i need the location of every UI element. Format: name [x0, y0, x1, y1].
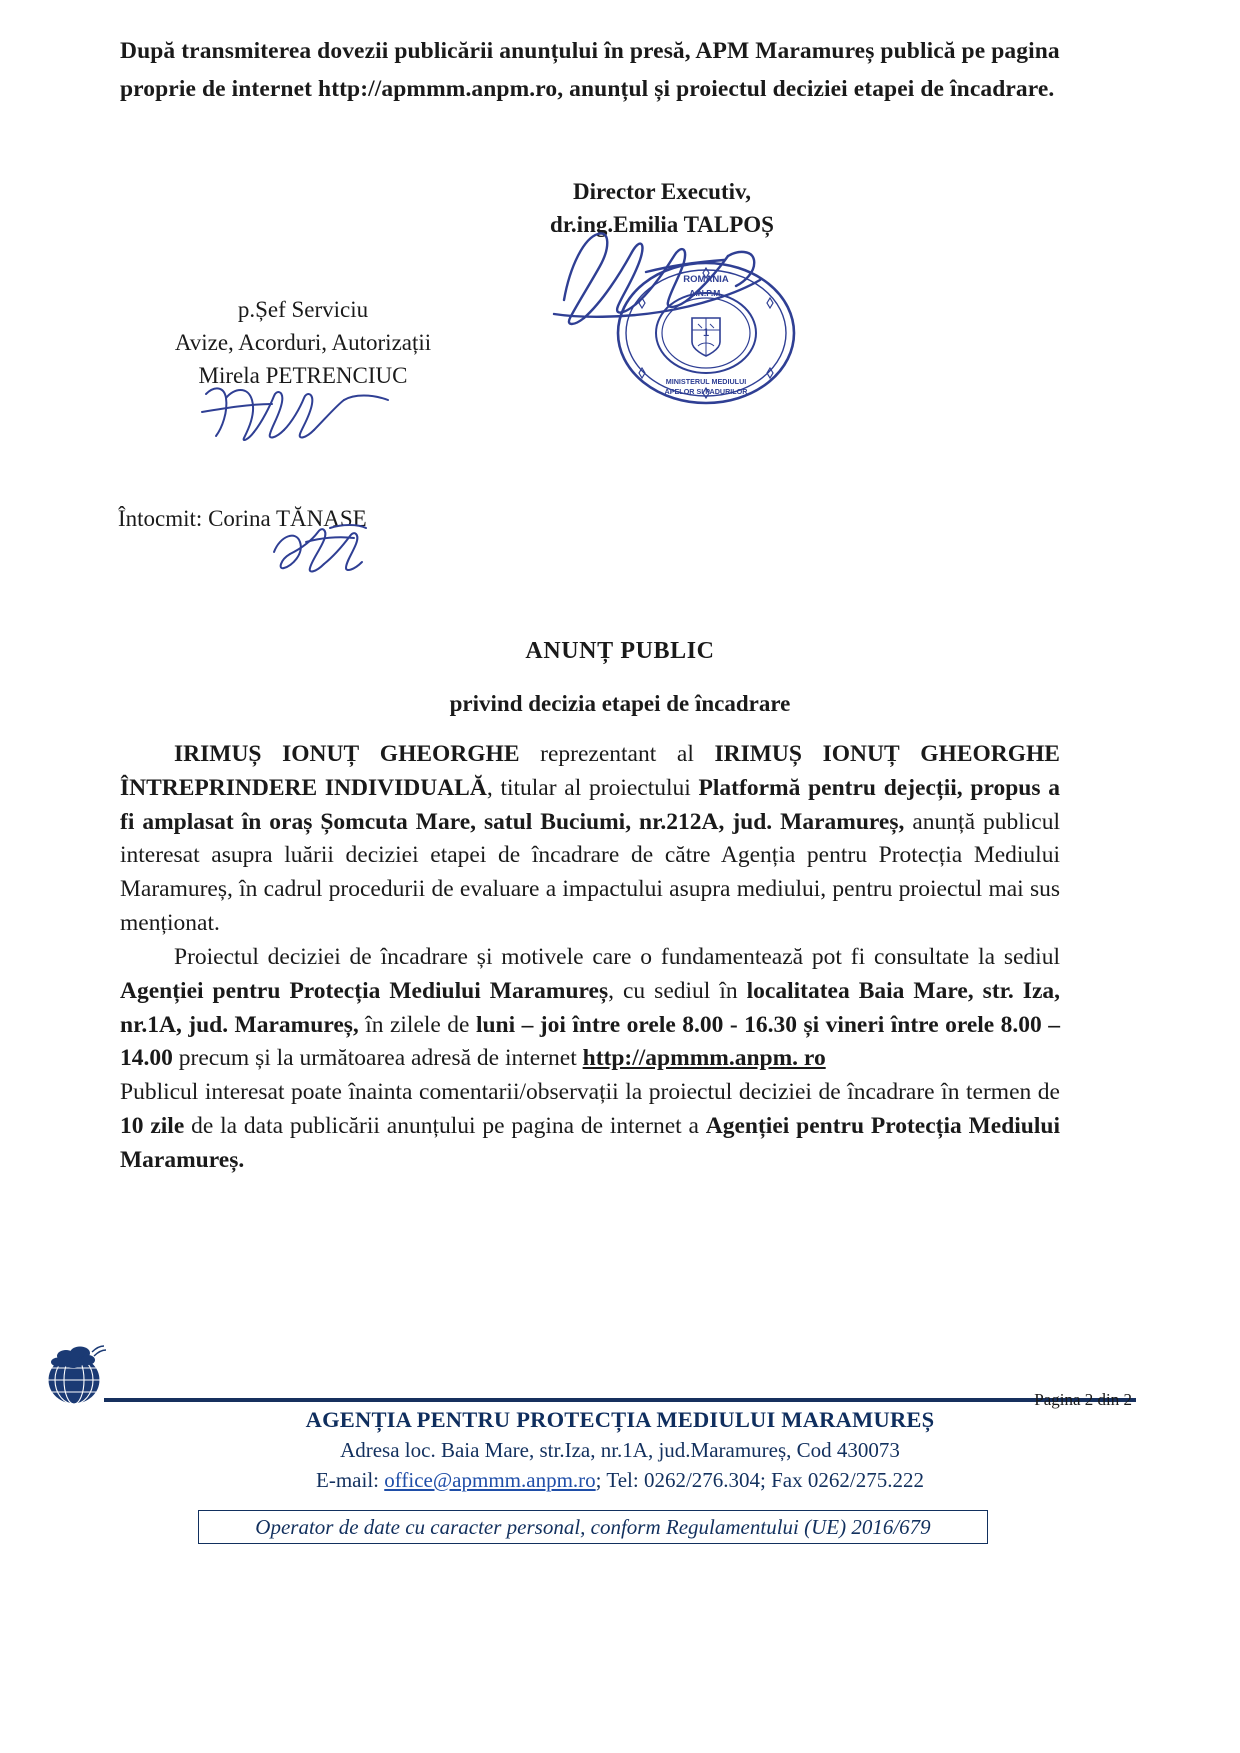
announcement-body	[120, 738, 1060, 1178]
p2-bold-3: luni – joi între orele 8.00 - 16.30 și vineri între orele 8.00 – 14.00	[120, 1011, 1060, 1072]
seal-registry-text: A.N.P.M.	[689, 288, 723, 298]
p1-bold-3: Platformă pentru dejecții, propus a fi amplasat în oraș Șomcuta Mare, satul Buciumi, nr.212A, jud. Maramureș,	[120, 774, 1060, 835]
gdpr-note-box	[198, 1510, 988, 1544]
p2-text-4: precum și la următoarea adresă de internet	[172, 1045, 583, 1072]
footer-contact	[130, 1466, 1110, 1496]
body-paragraph-2	[120, 941, 1060, 1076]
p3-bold-1: 10 zile	[120, 1113, 185, 1140]
seal-ministry-text: MINISTERUL MEDIULUI	[665, 377, 747, 386]
p3-bold-2: Agenției pentru Protecția Mediului Maramureș.	[120, 1113, 1060, 1173]
p3-text-2: de la data publicării anunțului pe pagina de internet a	[184, 1113, 706, 1140]
intro-paragraph: După transmiterea dovezii publicării anunțului în presă, APM Maramureș publică pe pagina proprie de internet http://apmmm.anpm.ro, anunțul și proiectul deciziei etapei de încadrare.	[120, 38, 1060, 103]
sef-serviciu-role: p.Șef Serviciu	[237, 297, 369, 322]
seal-country-text: ROMANIA	[683, 274, 729, 285]
footer-address: Adresa loc. Baia Mare, str.Iza, nr.1A, jud.Maramureș, Cod 430073	[340, 1437, 900, 1462]
body-paragraph-1	[120, 738, 1060, 941]
body-paragraph-3	[120, 1076, 1060, 1177]
footer-email-label: E-mail:	[316, 1467, 385, 1492]
p2-text-2: , cu sediul în	[608, 977, 747, 1004]
intocmit-line: Întocmit: Corina TĂNASE	[118, 506, 367, 531]
footer-divider	[104, 1398, 1136, 1402]
footer-agency-name: AGENȚIA PENTRU PROTECȚIA MEDIULUI MARAMUREȘ	[305, 1407, 935, 1432]
director-name: dr.ing.Emilia TALPOȘ	[550, 211, 774, 237]
p3-text-1: Publicul interesat poate înainta comentarii/observații la proiectul deciziei de încadrare în termen de	[120, 1079, 1060, 1106]
seal-ministry-text-2: APELOR SI PADURILOR	[664, 387, 748, 396]
p1-text-3: anunță publicul interesat asupra luării deciziei etapei de încadrare de către Agenția pentru Protecția Mediului Maramureș, în cadrul procedurii de evaluare a impactului asupra mediului, pentru proiectul mai sus menționat.	[120, 808, 1060, 937]
p2-bold-2: localitatea Baia Mare, str. Iza, nr.1A, jud. Maramureș,	[120, 977, 1060, 1038]
footer-phone-fax: ; Tel: 0262/276.304; Fax 0262/275.222	[595, 1467, 924, 1492]
p1-text-2: , titular al proiectului	[486, 774, 699, 801]
p1-text-1: reprezentant al	[519, 741, 715, 767]
official-seal	[612, 258, 800, 408]
p2-text-1: Proiectul deciziei de încadrare și motivele care o fundamentează pot fi consultate la sediul	[174, 943, 1060, 970]
footer-block	[130, 1404, 1110, 1496]
p1-bold-2: IRIMUȘ IONUȚ GHEORGHE ÎNTREPRINDERE INDIVIDUALĂ	[120, 741, 1060, 801]
footer-email-link[interactable]: office@apmmm.anpm.ro	[384, 1467, 596, 1492]
director-title: Director Executiv,	[573, 179, 751, 204]
sef-serviciu-name: Mirela PETRENCIUC	[198, 363, 408, 389]
sef-serviciu-department: Avize, Acorduri, Autorizații	[174, 330, 432, 356]
p1-bold-1: IRIMUȘ IONUȚ GHEORGHE	[174, 741, 520, 767]
intocmit-signature-scribble	[262, 522, 392, 584]
p2-bold-1: Agenției pentru Protecția Mediului Maramureș	[120, 977, 609, 1004]
seal-center-number: 1	[702, 327, 710, 339]
announcement-title: ANUNȚ PUBLIC	[525, 638, 715, 664]
sef-serviciu-signature-scribble	[196, 378, 416, 450]
apm-website-link[interactable]: http://apmmm.anpm. ro	[582, 1045, 826, 1072]
gdpr-note-text: Operator de date cu caracter personal, conform Regulamentului (UE) 2016/679	[255, 1514, 931, 1539]
announcement-subtitle: privind decizia etapei de încadrare	[449, 691, 791, 716]
p2-text-3: în zilele de	[358, 1011, 476, 1038]
page-number: Pagina 2 din 2	[1034, 1390, 1132, 1409]
